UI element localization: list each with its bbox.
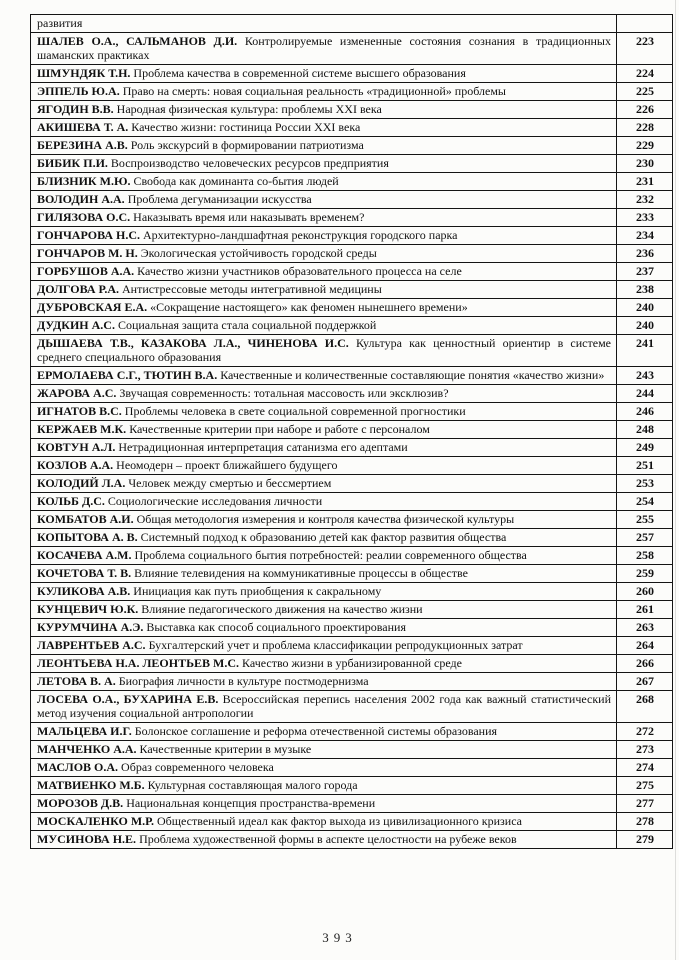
table-row <box>31 317 673 335</box>
entry-title: Влияние педагогического движения на качество жизни <box>138 602 423 616</box>
toc-table-body <box>31 15 673 849</box>
entry-text <box>31 191 617 209</box>
table-row <box>31 403 673 421</box>
entry-title: «Сокращение настоящего» как феномен нынешнего времени» <box>147 300 468 314</box>
entry-text <box>31 475 617 493</box>
entry-text <box>31 119 617 137</box>
entry-authors: КЕРЖАЕВ М.К. <box>37 422 127 436</box>
entry-authors: ЛАВРЕНТЬЕВ А.С. <box>37 638 146 652</box>
entry-page-number: 253 <box>617 475 673 493</box>
table-row <box>31 655 673 673</box>
table-row <box>31 191 673 209</box>
entry-text <box>31 691 617 723</box>
entry-title: Инициация как путь приобщения к сакральному <box>130 584 382 598</box>
entry-title: Общественный идеал как фактор выхода из цивилизационного кризиса <box>154 814 523 828</box>
entry-title: Влияние телевидения на коммуникативные процессы в обществе <box>131 566 468 580</box>
entry-page-number: 257 <box>617 529 673 547</box>
entry-title: Звучащая современность: тотальная массовость или эксклюзив? <box>116 386 449 400</box>
entry-page-number: 238 <box>617 281 673 299</box>
entry-title: Проблема качества в современной системе высшего образования <box>130 66 466 80</box>
entry-title: Системный подход к образованию детей как фактор развития общества <box>137 530 507 544</box>
entry-authors: КОЧЕТОВА Т. В. <box>37 566 132 580</box>
table-row <box>31 691 673 723</box>
table-row <box>31 299 673 317</box>
table-row <box>31 101 673 119</box>
entry-page-number: 267 <box>617 673 673 691</box>
entry-authors: КОЗЛОВ А.А. <box>37 458 114 472</box>
table-row <box>31 741 673 759</box>
entry-page-number: 232 <box>617 191 673 209</box>
scan-edge-artifact <box>675 0 676 960</box>
entry-text <box>31 15 617 33</box>
table-row <box>31 65 673 83</box>
entry-authors: ЯГОДИН В.В. <box>37 102 114 116</box>
entry-page-number: 229 <box>617 137 673 155</box>
entry-authors: КОЛОДИЙ Л.А. <box>37 476 126 490</box>
entry-page-number: 260 <box>617 583 673 601</box>
entry-title: Антистрессовые методы интегративной медицины <box>119 282 382 296</box>
entry-authors: БЛИЗНИК М.Ю. <box>37 174 131 188</box>
entry-page-number: 225 <box>617 83 673 101</box>
entry-text <box>31 637 617 655</box>
table-row <box>31 119 673 137</box>
entry-authors: КУНЦЕВИЧ Ю.К. <box>37 602 139 616</box>
entry-title: Культурная составляющая малого города <box>144 778 358 792</box>
table-row <box>31 759 673 777</box>
entry-page-number: 258 <box>617 547 673 565</box>
entry-page-number: 237 <box>617 263 673 281</box>
entry-title: Проблемы человека в свете социальной современной прогностики <box>121 404 466 418</box>
entry-title: Архитектурно-ландшафтная реконструкция городского парка <box>139 228 458 242</box>
entry-text <box>31 83 617 101</box>
entry-title: Всероссийская перепись населения 2002 года как важный статистический метод изучения социальной антропологии <box>37 692 611 720</box>
entry-text <box>31 741 617 759</box>
table-row <box>31 457 673 475</box>
entry-title: Национальная концепция пространства-времени <box>123 796 376 810</box>
entry-authors: МАНЧЕНКО А.А. <box>37 742 137 756</box>
entry-page-number: 228 <box>617 119 673 137</box>
entry-page-number: 254 <box>617 493 673 511</box>
table-row <box>31 263 673 281</box>
entry-page-number: 264 <box>617 637 673 655</box>
entry-authors: ЖАРОВА А.С. <box>37 386 117 400</box>
entry-text <box>31 511 617 529</box>
entry-page-number: 240 <box>617 317 673 335</box>
table-row <box>31 155 673 173</box>
entry-title: Экологическая устойчивость городской среды <box>137 246 377 260</box>
entry-page-number: 226 <box>617 101 673 119</box>
entry-text <box>31 493 617 511</box>
entry-title: развития <box>37 16 83 30</box>
entry-page-number: 230 <box>617 155 673 173</box>
entry-text <box>31 813 617 831</box>
table-row <box>31 281 673 299</box>
entry-text <box>31 317 617 335</box>
table-row <box>31 173 673 191</box>
entry-authors: ЛОСЕВА О.А., БУХАРИНА Е.В. <box>37 692 219 706</box>
entry-authors: БИБИК П.И. <box>37 156 108 170</box>
entry-title: Качество жизни: гостиница России XXI века <box>128 120 361 134</box>
entry-page-number: 233 <box>617 209 673 227</box>
entry-text <box>31 299 617 317</box>
entry-authors: КУЛИКОВА А.В. <box>37 584 131 598</box>
entry-authors: МОРОЗОВ Д.В. <box>37 796 124 810</box>
table-row <box>31 137 673 155</box>
entry-authors: ШАЛЕВ О.А., САЛЬМАНОВ Д.И. <box>37 34 238 48</box>
entry-page-number: 275 <box>617 777 673 795</box>
entry-page-number: 240 <box>617 299 673 317</box>
table-row <box>31 777 673 795</box>
entry-text <box>31 601 617 619</box>
table-row <box>31 421 673 439</box>
entry-text <box>31 209 617 227</box>
entry-authors: ГИЛЯЗОВА О.С. <box>37 210 131 224</box>
entry-authors: МОСКАЛЕНКО М.Р. <box>37 814 155 828</box>
table-row <box>31 795 673 813</box>
table-row <box>31 475 673 493</box>
entry-authors: ЛЕОНТЬЕВА Н.А. ЛЕОНТЬЕВ М.С. <box>37 656 240 670</box>
entry-text <box>31 421 617 439</box>
entry-page-number: 249 <box>617 439 673 457</box>
entry-text <box>31 281 617 299</box>
entry-text <box>31 529 617 547</box>
entry-title: Нетрадиционная интерпретация сатанизма его адептами <box>115 440 408 454</box>
entry-text <box>31 439 617 457</box>
entry-page-number: 234 <box>617 227 673 245</box>
entry-authors: ГОРБУШОВ А.А. <box>37 264 135 278</box>
entry-title: Выставка как способ социального проектирования <box>143 620 406 634</box>
entry-page-number: 224 <box>617 65 673 83</box>
entry-title: Свобода как доминанта со-бытия людей <box>130 174 339 188</box>
entry-page-number: 231 <box>617 173 673 191</box>
entry-text <box>31 227 617 245</box>
entry-title: Социальная защита стала социальной поддержкой <box>114 318 377 332</box>
entry-page-number: 279 <box>617 831 673 849</box>
entry-title: Бухгалтерский учет и проблема классификации репродукционных затрат <box>145 638 523 652</box>
entry-page-number: 241 <box>617 335 673 367</box>
entry-page-number: 273 <box>617 741 673 759</box>
table-row <box>31 723 673 741</box>
table-row <box>31 367 673 385</box>
table-row <box>31 637 673 655</box>
entry-authors: ЛЕТОВА В. А. <box>37 674 116 688</box>
entry-authors: ЭППЕЛЬ Ю.А. <box>37 84 120 98</box>
entry-page-number: 223 <box>617 33 673 65</box>
entry-text <box>31 673 617 691</box>
entry-authors: ДОЛГОВА Р.А. <box>37 282 120 296</box>
entry-page-number: 236 <box>617 245 673 263</box>
entry-authors: АКИШЕВА Т. А. <box>37 120 129 134</box>
table-row <box>31 83 673 101</box>
entry-authors: КОЛЬБ Д.С. <box>37 494 105 508</box>
table-row <box>31 565 673 583</box>
entry-text <box>31 245 617 263</box>
entry-text <box>31 619 617 637</box>
table-row <box>31 583 673 601</box>
entry-text <box>31 723 617 741</box>
entry-title: Проблема художественной формы в аспекте целостности на рубеже веков <box>136 832 517 846</box>
entry-authors: ГОНЧАРОВ М. Н. <box>37 246 138 260</box>
entry-page-number: 278 <box>617 813 673 831</box>
entry-authors: ИГНАТОВ В.С. <box>37 404 122 418</box>
entry-authors: ШМУНДЯК Т.Н. <box>37 66 131 80</box>
entry-page-number: 251 <box>617 457 673 475</box>
entry-title: Качественные и количественные составляющие понятия «качество жизни» <box>217 368 605 382</box>
entry-page-number: 277 <box>617 795 673 813</box>
entry-page-number: 274 <box>617 759 673 777</box>
entry-title: Образ современного человека <box>118 760 274 774</box>
entry-authors: ВОЛОДИН А.А. <box>37 192 125 206</box>
entry-title: Роль экскурсий в формировании патриотизма <box>127 138 364 152</box>
entry-authors: ДЫШАЕВА Т.В., КАЗАКОВА Л.А., ЧИНЕНОВА И.С. <box>37 336 349 350</box>
table-row <box>31 529 673 547</box>
entry-authors: КОПЫТОВА А. В. <box>37 530 138 544</box>
entry-title: Общая методология измерения и контроля качества физической культуры <box>133 512 515 526</box>
entry-page-number: 259 <box>617 565 673 583</box>
entry-title: Болонское соглашение и реформа отечественной системы образования <box>131 724 498 738</box>
entry-page-number: 244 <box>617 385 673 403</box>
table-row <box>31 673 673 691</box>
footer-page-number: 393 <box>322 930 357 945</box>
entry-title: Социологические исследования личности <box>104 494 323 508</box>
entry-title: Воспроизводство человеческих ресурсов предприятия <box>107 156 389 170</box>
toc-table <box>30 14 673 849</box>
entry-text <box>31 367 617 385</box>
table-row <box>31 15 673 33</box>
table-row <box>31 385 673 403</box>
entry-title: Контролируемые измененные состояния сознания в традиционных шаманских практиках <box>37 34 611 62</box>
entry-text <box>31 33 617 65</box>
entry-text <box>31 155 617 173</box>
entry-authors: БЕРЕЗИНА А.В. <box>37 138 128 152</box>
entry-text <box>31 335 617 367</box>
entry-authors: МУСИНОВА Н.Е. <box>37 832 137 846</box>
entry-authors: ЕРМОЛАЕВА С.Г., ТЮТИН В.А. <box>37 368 218 382</box>
entry-title: Проблема социального бытия потребностей: реалии современного общества <box>131 548 527 562</box>
table-row <box>31 831 673 849</box>
entry-text <box>31 655 617 673</box>
entry-page-number <box>617 15 673 33</box>
entry-text <box>31 403 617 421</box>
entry-authors: ГОНЧАРОВА Н.С. <box>37 228 140 242</box>
table-row <box>31 511 673 529</box>
entry-text <box>31 547 617 565</box>
entry-title: Культура как ценностный ориентир в системе среднего специального образования <box>37 336 611 364</box>
entry-text <box>31 457 617 475</box>
entry-title: Человек между смертью и бессмертием <box>125 476 332 490</box>
entry-page-number: 268 <box>617 691 673 723</box>
table-row <box>31 493 673 511</box>
entry-title: Качественные критерии в музыке <box>136 742 312 756</box>
entry-page-number: 255 <box>617 511 673 529</box>
entry-authors: КУРУМЧИНА А.Э. <box>37 620 144 634</box>
entry-page-number: 246 <box>617 403 673 421</box>
table-row <box>31 33 673 65</box>
entry-title: Качество жизни участников образовательного процесса на селе <box>134 264 462 278</box>
table-row <box>31 439 673 457</box>
table-row <box>31 813 673 831</box>
table-row <box>31 619 673 637</box>
entry-text <box>31 385 617 403</box>
entry-title: Качество жизни в урбанизированной среде <box>239 656 462 670</box>
entry-authors: МАСЛОВ О.А. <box>37 760 119 774</box>
entry-text <box>31 137 617 155</box>
entry-title: Проблема дегуманизации искусства <box>124 192 312 206</box>
table-row <box>31 601 673 619</box>
entry-page-number: 243 <box>617 367 673 385</box>
entry-authors: КОВТУН А.Л. <box>37 440 116 454</box>
entry-text <box>31 759 617 777</box>
entry-title: Неомодерн – проект ближайшего будущего <box>113 458 338 472</box>
entry-text <box>31 101 617 119</box>
entry-title: Биография личности в культуре постмодернизма <box>115 674 369 688</box>
entry-text <box>31 777 617 795</box>
entry-text <box>31 795 617 813</box>
entry-title: Качественные критерии при наборе и работе с персоналом <box>126 422 430 436</box>
entry-authors: ДУБРОВСКАЯ Е.А. <box>37 300 148 314</box>
entry-text <box>31 263 617 281</box>
entry-authors: КОСАЧЕВА А.М. <box>37 548 132 562</box>
entry-text <box>31 583 617 601</box>
entry-page-number: 266 <box>617 655 673 673</box>
entry-page-number: 248 <box>617 421 673 439</box>
table-row <box>31 547 673 565</box>
entry-title: Право на смерть: новая социальная реальность «традиционной» проблемы <box>119 84 506 98</box>
entry-authors: ДУДКИН А.С. <box>37 318 115 332</box>
table-row <box>31 227 673 245</box>
entry-authors: КОМБАТОВ А.И. <box>37 512 134 526</box>
entry-authors: МАЛЬЦЕВА И.Г. <box>37 724 132 738</box>
entry-text <box>31 173 617 191</box>
entry-page-number: 261 <box>617 601 673 619</box>
entry-title: Народная физическая культура: проблемы XXI века <box>113 102 382 116</box>
entry-text <box>31 65 617 83</box>
table-row <box>31 245 673 263</box>
entry-page-number: 263 <box>617 619 673 637</box>
table-row <box>31 335 673 367</box>
table-row <box>31 209 673 227</box>
entry-page-number: 272 <box>617 723 673 741</box>
entry-authors: МАТВИЕНКО М.Б. <box>37 778 145 792</box>
entry-title: Наказывать время или наказывать временем? <box>130 210 365 224</box>
entry-text <box>31 565 617 583</box>
entry-text <box>31 831 617 849</box>
